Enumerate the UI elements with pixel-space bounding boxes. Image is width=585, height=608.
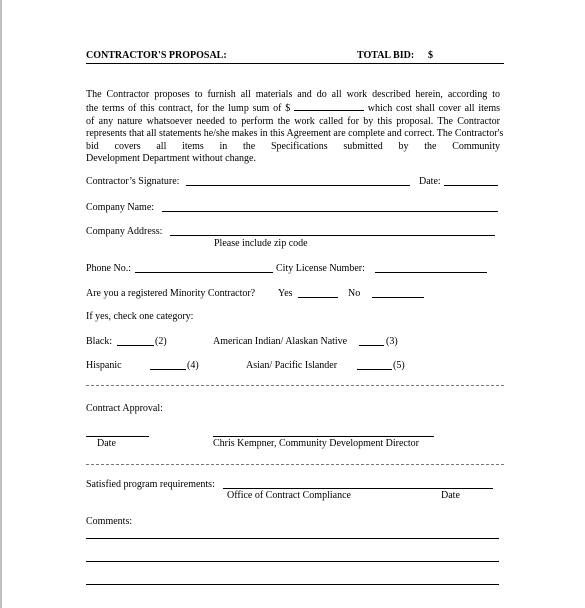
- minority-no-label: No: [348, 288, 361, 299]
- category-american-indian-field[interactable]: [359, 345, 384, 346]
- intro-line: Development Department without change.: [86, 153, 256, 165]
- category-black-number: (2): [155, 336, 167, 347]
- signature-field[interactable]: [186, 185, 410, 186]
- approval-date-label: Date: [97, 438, 116, 449]
- intro-line: bid covers all items in the Specifications submitted by the Community: [86, 140, 500, 152]
- minority-question: Are you a registered Minority Contractor?: [86, 288, 256, 299]
- proposal-title: CONTRACTOR'S PROPOSAL:: [86, 50, 227, 61]
- section-divider: [86, 385, 504, 386]
- category-asian-number: (5): [393, 360, 405, 371]
- page-edge: [0, 0, 2, 608]
- signature-label: Contractor’s Signature:: [86, 176, 180, 187]
- intro-line-part: the terms of this contract, for the lump sum of $: [86, 103, 291, 115]
- program-requirements-label: Satisfied program requirements:: [86, 479, 215, 490]
- phone-field[interactable]: [135, 272, 273, 273]
- lump-sum-field[interactable]: [294, 101, 364, 111]
- signature-date-field[interactable]: [444, 185, 498, 186]
- contract-approval-label: Contract Approval:: [86, 403, 163, 414]
- minority-no-field[interactable]: [372, 297, 424, 298]
- category-prompt: If yes, check one category:: [86, 311, 194, 322]
- category-hispanic-label: Hispanic: [86, 360, 122, 371]
- approval-date-field[interactable]: [86, 436, 149, 437]
- intro-line: of any nature whatsoever needed to perform the work called for by this proposal. The Contractor: [86, 115, 500, 127]
- phone-label: Phone No.:: [86, 263, 131, 274]
- zip-code-note: Please include zip code: [214, 238, 308, 249]
- comments-label: Comments:: [86, 516, 133, 527]
- comments-line[interactable]: [86, 538, 499, 539]
- intro-line-part: which cost shall cover all items: [367, 103, 501, 115]
- comments-line[interactable]: [86, 561, 499, 562]
- intro-paragraph: [86, 89, 504, 165]
- minority-yes-label: Yes: [278, 288, 293, 299]
- category-black-field[interactable]: [117, 345, 154, 346]
- section-divider: [86, 464, 504, 465]
- company-name-label: Company Name:: [86, 202, 155, 213]
- total-bid-currency: $: [428, 50, 433, 61]
- approval-director-label: Chris Kempner, Community Development Director: [213, 438, 419, 449]
- intro-line: [86, 101, 500, 115]
- city-license-field[interactable]: [375, 272, 487, 273]
- category-american-indian-label: American Indian/ Alaskan Native: [213, 336, 348, 347]
- category-hispanic-field[interactable]: [150, 369, 186, 370]
- intro-line: The Contractor proposes to furnish all materials and do all work described herein, according to: [86, 89, 500, 100]
- category-american-indian-number: (3): [386, 336, 398, 347]
- minority-yes-field[interactable]: [298, 297, 338, 298]
- category-asian-field[interactable]: [357, 369, 392, 370]
- total-bid-label: TOTAL BID:: [357, 50, 415, 61]
- city-license-label: City License Number:: [276, 263, 365, 274]
- company-name-field[interactable]: [162, 211, 498, 212]
- company-address-field[interactable]: [170, 235, 495, 236]
- company-address-label: Company Address:: [86, 226, 163, 237]
- category-black-label: Black:: [86, 336, 113, 347]
- category-hispanic-number: (4): [187, 360, 199, 371]
- intro-line: represents that all statements he/she makes in this Agreement are complete and correct. The Contractor's: [86, 128, 504, 140]
- comments-line[interactable]: [86, 584, 499, 585]
- compliance-office-label: Office of Contract Compliance: [227, 490, 351, 501]
- compliance-date-label: Date: [441, 490, 460, 501]
- compliance-signature-field[interactable]: [223, 488, 493, 489]
- category-asian-label: Asian/ Pacific Islander: [246, 360, 338, 371]
- approval-signature-field[interactable]: [213, 436, 434, 437]
- header-rule: [86, 63, 504, 64]
- signature-date-label: Date:: [419, 176, 441, 187]
